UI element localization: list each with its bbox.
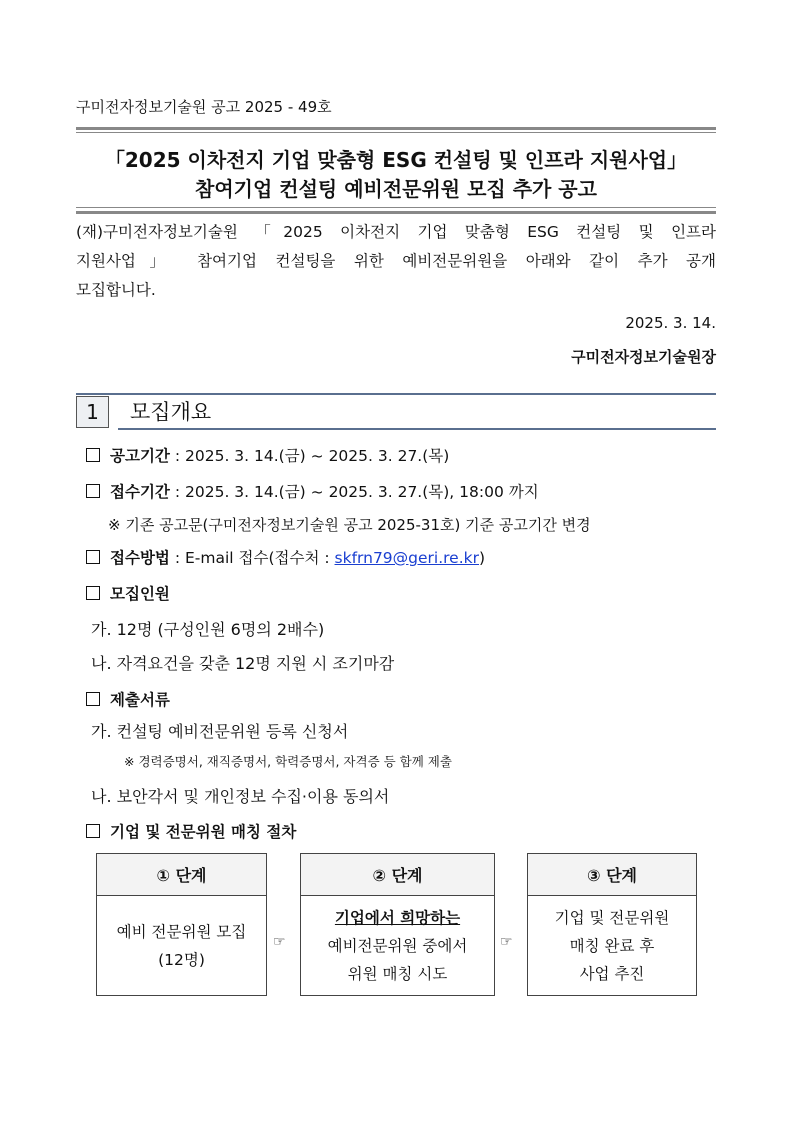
- stage-2-line-2: 예비전문위원 중에서: [327, 937, 468, 955]
- recruit-item-1: 가. 12명 (구성인원 6명의 2배수): [91, 620, 325, 639]
- pointing-hand-icon: ☞: [500, 934, 513, 950]
- checkbox-square-icon: [86, 550, 100, 564]
- stage-1-body: [97, 896, 266, 996]
- method-close: ): [479, 549, 486, 567]
- documents-label: 제출서류: [110, 691, 170, 709]
- title-rule-bottom: [76, 211, 716, 214]
- process-stage-2: [300, 853, 495, 996]
- issuer-name: 구미전자정보기술원장: [571, 348, 716, 366]
- checkbox-square-icon: [86, 824, 100, 838]
- documents-item: [86, 688, 170, 710]
- title-rule-bottom-thin: [76, 207, 716, 208]
- stage-1-line-2: (12명): [158, 951, 205, 969]
- stage-3-line-1: 기업 및 전문위원: [554, 909, 670, 927]
- method-item: [86, 546, 485, 568]
- process-item: [86, 820, 296, 842]
- email-link[interactable]: skfrn79@geri.re.kr: [334, 549, 479, 567]
- section-number: 1: [76, 396, 109, 428]
- checkbox-square-icon: [86, 692, 100, 706]
- receipt-note: ※ 기존 공고문(구미전자정보기술원 공고 2025-31호) 기준 공고기간 변경: [108, 516, 591, 534]
- stage-2-head: ② 단계: [301, 854, 494, 896]
- stage-3-line-2: 매칭 완료 후: [569, 937, 655, 955]
- receipt-period-value: : 2025. 3. 14.(금) ~ 2025. 3. 27.(목), 18:00 까지: [174, 483, 539, 501]
- stage-1-head: ① 단계: [97, 854, 266, 896]
- method-value: : E-mail 접수(접수처 :: [174, 549, 335, 567]
- process-label: 기업 및 전문위원 매칭 절차: [110, 823, 297, 841]
- section-rule-top: [76, 393, 716, 395]
- process-stage-1: [96, 853, 267, 996]
- documents-note: ※ 경력증명서, 재직증명서, 학력증명서, 자격증 등 함께 제출: [124, 754, 452, 769]
- period-label: 공고기간: [110, 447, 170, 465]
- recruit-item-2: 나. 자격요건을 갖춘 12명 지원 시 조기마감: [91, 654, 395, 673]
- checkbox-square-icon: [86, 448, 100, 462]
- receipt-period-label: 접수기간: [110, 483, 170, 501]
- checkbox-square-icon: [86, 484, 100, 498]
- stage-2-body: [301, 896, 494, 996]
- intro-line-3: 모집합니다.: [76, 281, 156, 299]
- pointing-hand-icon: ☞: [273, 934, 286, 950]
- stage-3-head: ③ 단계: [528, 854, 696, 896]
- checkbox-square-icon: [86, 586, 100, 600]
- notice-date: 2025. 3. 14.: [625, 314, 716, 332]
- process-stage-3: [527, 853, 697, 996]
- section-title: 모집개요: [130, 400, 212, 424]
- intro-paragraph: [76, 218, 716, 305]
- recruit-label: 모집인원: [110, 585, 170, 603]
- period-value: : 2025. 3. 14.(금) ~ 2025. 3. 27.(목): [174, 447, 450, 465]
- intro-line-1: (재)구미전자정보기술원 「2025 이차전지 기업 맞춤형 ESG 컨설팅 및 인프라: [76, 223, 716, 241]
- intro-line-2: 지원사업」 참여기업 컨설팅을 위한 예비전문위원을 아래와 같이 추가 공개: [76, 252, 716, 270]
- title-line-1: 「2025 이차전지 기업 맞춤형 ESG 컨설팅 및 인프라 지원사업」: [104, 148, 688, 172]
- stage-1-line-1: 예비 전문위원 모집: [116, 923, 247, 941]
- stage-2-line-3: 위원 매칭 시도: [347, 965, 448, 983]
- notice-number: 구미전자정보기술원 공고 2025 - 49호: [76, 98, 332, 116]
- period-item: [86, 444, 449, 466]
- section-rule-bottom: [118, 428, 716, 430]
- documents-item-1: 가. 컨설팅 예비전문위원 등록 신청서: [91, 722, 349, 741]
- method-label: 접수방법: [110, 549, 170, 567]
- title-line-2: 참여기업 컨설팅 예비전문위원 모집 추가 공고: [195, 177, 597, 201]
- recruit-item: [86, 582, 170, 604]
- stage-2-line-1: 기업에서 희망하는: [334, 909, 461, 927]
- stage-3-body: [528, 896, 696, 996]
- title-rule-top: [76, 127, 716, 130]
- documents-item-2: 나. 보안각서 및 개인정보 수집·이용 동의서: [91, 787, 390, 806]
- receipt-period-item: [86, 480, 539, 502]
- title-rule-top-thin: [76, 132, 716, 133]
- stage-3-line-3: 사업 추진: [579, 965, 645, 983]
